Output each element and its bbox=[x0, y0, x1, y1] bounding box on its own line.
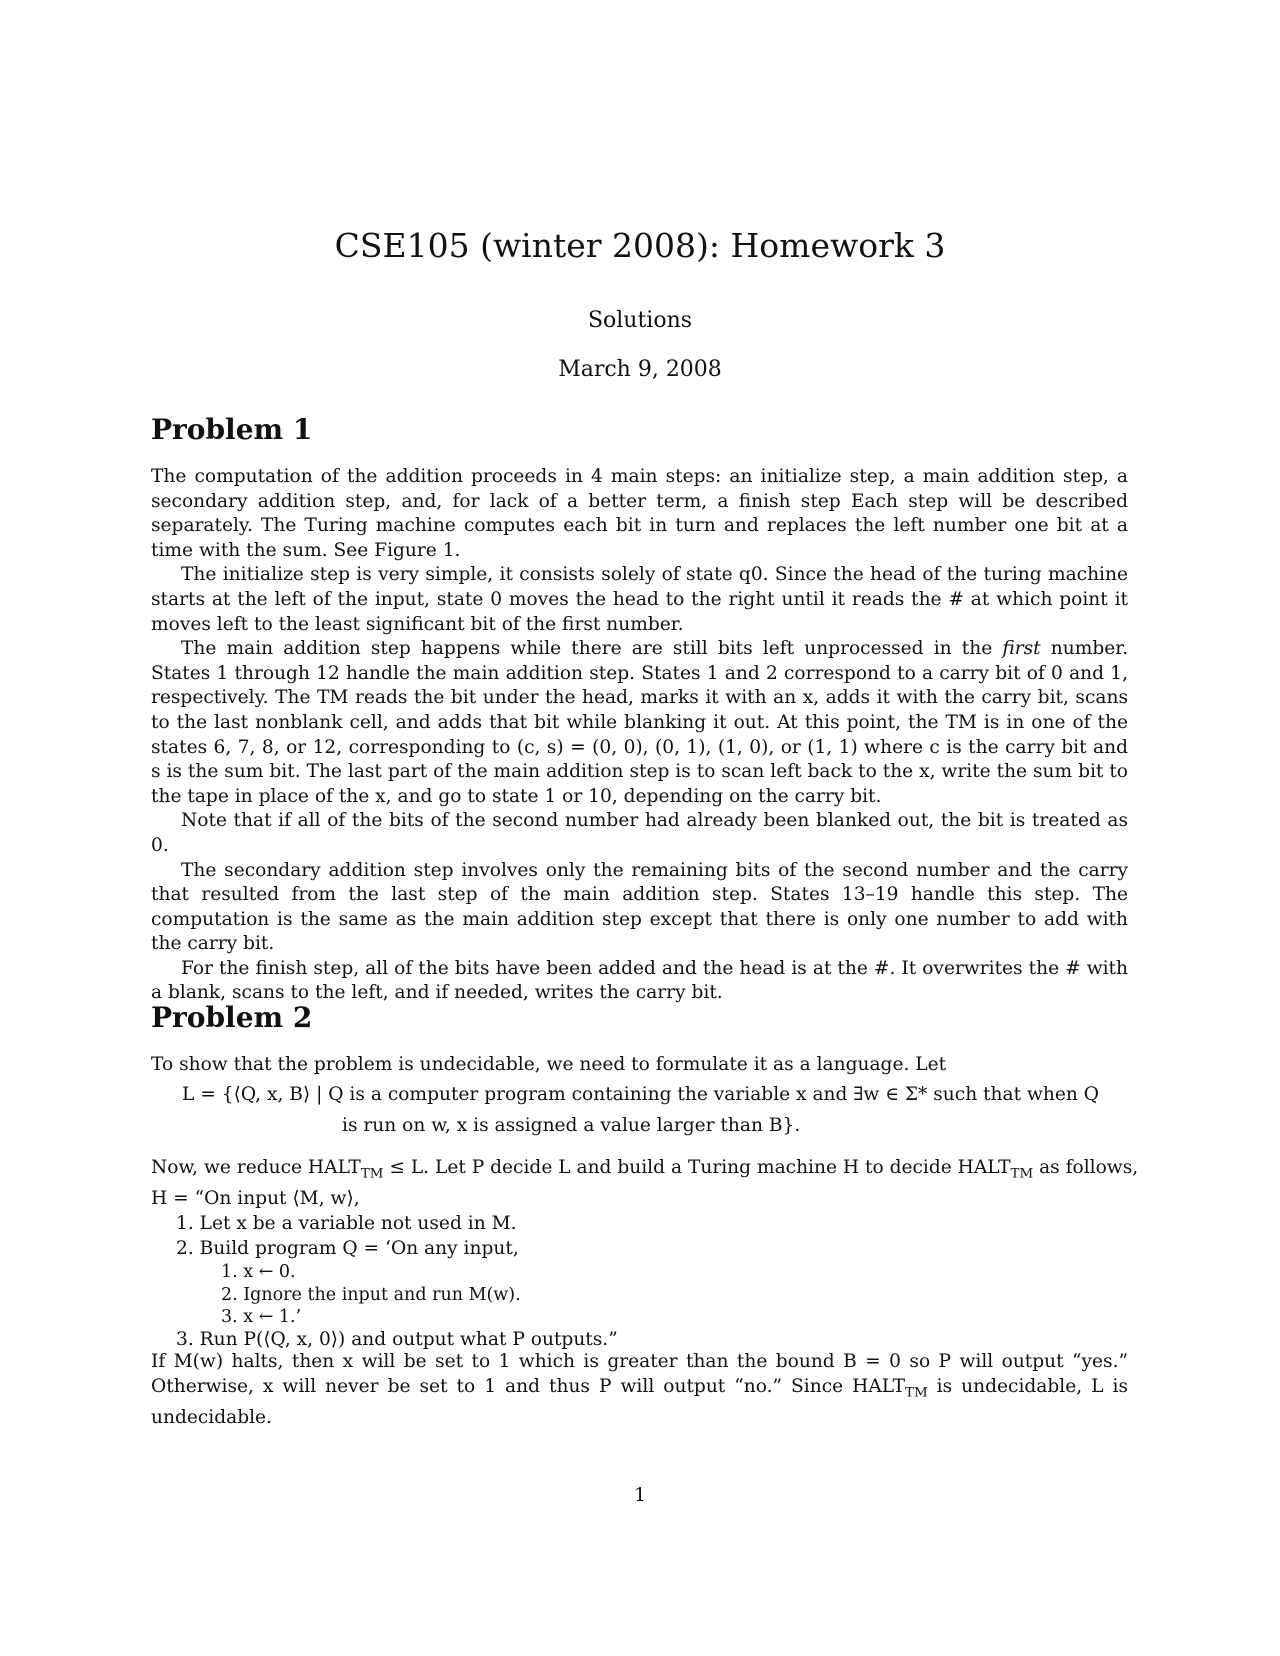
subscript: TM bbox=[360, 1166, 384, 1182]
problem-2-intro: To show that the problem is undecidable, we need to formulate it as a language. Let bbox=[151, 1054, 947, 1075]
p1-emphasis: first bbox=[1002, 638, 1041, 660]
p1-paragraph: The initialize step is very simple, it consists solely of state q0. Since the head of the turing machine starts at the left of the input, state 0 moves the head to the right until it reads the # at which point it moves left to the least significant bit of the first number. bbox=[151, 564, 1128, 635]
machine-definition: H = “On input ⟨M, w⟩, bbox=[151, 1188, 360, 1210]
p1-text: The main addition step happens while there are still bits left unprocessed in the bbox=[181, 638, 1003, 660]
substep-item: 3. x ← 1.’ bbox=[221, 1306, 302, 1327]
substep-item: 1. x ← 0. bbox=[221, 1262, 296, 1283]
text-run: Now, we reduce HALT bbox=[151, 1157, 361, 1178]
problem-1-body bbox=[151, 465, 1128, 1006]
page-number: 1 bbox=[633, 1484, 647, 1506]
substep-item: 2. Ignore the input and run M(w). bbox=[221, 1284, 521, 1305]
subscript: TM bbox=[905, 1385, 928, 1401]
definition-line: L = {⟨Q, x, B⟩ | Q is a computer program containing the variable x and ∃w ∈ Σ* such that when Q bbox=[182, 1084, 1100, 1105]
problem-2-conclusion bbox=[151, 1350, 1128, 1431]
p1-paragraph bbox=[151, 637, 1128, 809]
step-item: 3. Run P(⟨Q, x, 0⟩) and output what P outputs.” bbox=[176, 1329, 618, 1351]
p1-paragraph: Note that if all of the bits of the second number had already been blanked out, the bit is treated as 0. bbox=[151, 810, 1128, 856]
document-date: March 9, 2008 bbox=[558, 357, 722, 382]
step-item: 1. Let x be a variable not used in M. bbox=[176, 1212, 517, 1234]
language-definition bbox=[182, 1079, 1128, 1141]
step-item: 2. Build program Q = ‘On any input, bbox=[176, 1237, 519, 1259]
document-subtitle: Solutions bbox=[587, 308, 693, 333]
text-run: If M(w) halts, then x will be set to 1 which is greater than the bound B = 0 so P will output “yes.” Otherwise, x will never be set to 1 and thus P will output “no.” Since HALT bbox=[151, 1351, 1128, 1397]
reduction-block bbox=[151, 1156, 1139, 1353]
reduction-sentence bbox=[151, 1156, 1139, 1187]
text-run: as follows, bbox=[1033, 1157, 1139, 1178]
p1-paragraph: The secondary addition step involves only the remaining bits of the second number and the carry that resulted from the last step of the main addition step. States 13–19 handle this step. The computation is the same as the main addition step except that there is only one number to add with the carry bit. bbox=[151, 859, 1128, 955]
p1-text: number. States 1 through 12 handle the main addition step. States 1 and 2 correspond to a carry bit of 0 and 1, respectively. The TM reads the bit under the head, marks it with an x, adds it with the carry bit, scans to the last nonblank cell, and adds that bit while blanking it out. At this point, the TM is in one of the states 6, 7, 8, or 12, corresponding to (c, s) = (0, 0), (0, 1), (1, 0), or (1, 1) where c is the carry bit and s is the sum bit. The last part of the main addition step is to scan left back to the x, write the sum bit to the tape in place of the x, and go to state 1 or 10, depending on the carry bit. bbox=[151, 638, 1129, 807]
text-run: is undecidable, L is undecidable. bbox=[151, 1375, 1128, 1428]
document-title: CSE105 (winter 2008): Homework 3 bbox=[334, 226, 946, 265]
problem-1-heading: Problem 1 bbox=[151, 413, 313, 446]
problem-2-heading: Problem 2 bbox=[151, 1001, 313, 1034]
p1-paragraph: The computation of the addition proceeds in 4 main steps: an initialize step, a main addition step, a secondary addition step, and, for lack of a better term, a finish step Each step will be described separately. The Turing machine computes each bit in turn and replaces the left number one bit at a time with the sum. See Figure 1. bbox=[151, 466, 1128, 561]
p1-paragraph: For the finish step, all of the bits have been added and the head is at the #. It overwrites the # with a blank, scans to the left, and if needed, writes the carry bit. bbox=[151, 957, 1128, 1004]
text-run: ≤ L. Let P decide L and build a Turing machine H to decide HALT bbox=[383, 1157, 1011, 1178]
subscript: TM bbox=[1010, 1166, 1034, 1182]
definition-line: is run on w, x is assigned a value larger than B}. bbox=[342, 1115, 801, 1136]
